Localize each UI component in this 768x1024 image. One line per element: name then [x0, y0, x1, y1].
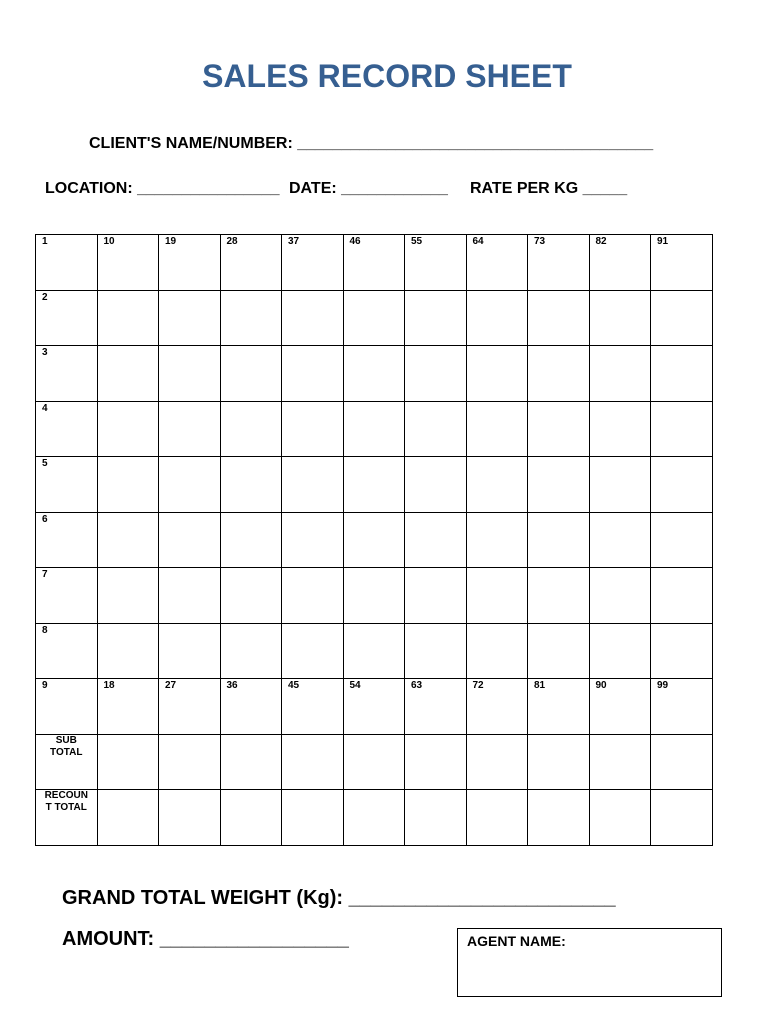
grid-cell[interactable]	[651, 790, 713, 846]
cell-number: 91	[657, 236, 669, 247]
cell-number: 82	[595, 236, 607, 247]
grid-cell[interactable]	[282, 623, 344, 679]
grid-cell[interactable]	[651, 512, 713, 568]
grid-cell[interactable]	[159, 568, 221, 624]
grid-cell[interactable]	[343, 290, 405, 346]
grid-cell[interactable]	[220, 457, 282, 513]
cell-number: 18	[103, 680, 115, 691]
grid-cell[interactable]	[528, 235, 590, 291]
cell-number	[528, 291, 589, 292]
grid-cell[interactable]	[528, 790, 590, 846]
cell-number	[344, 346, 405, 347]
grid-cell[interactable]	[220, 235, 282, 291]
grid-cell[interactable]	[466, 457, 528, 513]
grid-cell[interactable]	[589, 568, 651, 624]
cell-number	[221, 457, 282, 458]
grid-cell[interactable]	[528, 623, 590, 679]
cell-number	[159, 457, 220, 458]
grid-cell[interactable]	[651, 457, 713, 513]
grid-cell[interactable]	[343, 568, 405, 624]
grid-cell[interactable]	[97, 512, 159, 568]
grid-cell[interactable]	[651, 734, 713, 790]
grid-cell[interactable]	[159, 235, 221, 291]
grid-cell[interactable]	[282, 790, 344, 846]
table-row	[36, 346, 713, 402]
cell-number	[651, 568, 712, 569]
cell-number	[98, 346, 159, 347]
grid-cell[interactable]	[343, 679, 405, 735]
cell-number: 8	[42, 624, 48, 636]
cell-number	[221, 513, 282, 514]
grid-cell[interactable]	[466, 512, 528, 568]
cell-number: 3	[42, 347, 48, 358]
grid-cell[interactable]	[405, 790, 467, 846]
grid-cell[interactable]	[220, 679, 282, 735]
grid-cell[interactable]	[466, 790, 528, 846]
grid-cell[interactable]	[466, 679, 528, 735]
grid-cell[interactable]	[528, 290, 590, 346]
grid-cell[interactable]	[97, 679, 159, 735]
cell-number: 5	[42, 458, 48, 469]
cell-number	[221, 624, 282, 625]
cell-number	[651, 346, 712, 347]
grid-cell[interactable]	[97, 790, 159, 846]
grid-cell[interactable]	[97, 290, 159, 346]
grid-cell[interactable]	[97, 235, 159, 291]
cell-number: 37	[288, 236, 300, 247]
cell-number: 27	[165, 680, 177, 691]
grid-cell[interactable]	[36, 568, 98, 624]
cell-number	[282, 346, 343, 347]
cell-number	[282, 402, 343, 403]
grid-cell[interactable]	[220, 790, 282, 846]
rate-per-kg-field[interactable]: RATE PER KG _____	[470, 180, 628, 197]
recount-row-label-line: RECOUN	[44, 790, 88, 801]
table-row	[36, 568, 713, 624]
grid-cell[interactable]	[466, 235, 528, 291]
table-row	[36, 457, 713, 513]
table-row	[36, 512, 713, 568]
agent-name-box[interactable]	[457, 928, 722, 997]
grid-cell[interactable]	[220, 512, 282, 568]
cell-number	[590, 624, 651, 625]
subtotal-row-label	[36, 734, 98, 790]
cell-number	[344, 402, 405, 403]
grid-cell[interactable]	[97, 346, 159, 402]
grid-cell[interactable]	[36, 623, 98, 679]
cell-number	[282, 513, 343, 514]
grid-cell[interactable]	[343, 457, 405, 513]
grid-cell[interactable]	[282, 457, 344, 513]
cell-number	[528, 513, 589, 514]
grid-cell[interactable]	[282, 401, 344, 457]
grid-cell[interactable]	[36, 401, 98, 457]
cell-number	[98, 457, 159, 458]
cell-number: 73	[534, 236, 546, 247]
grid-cell[interactable]	[97, 568, 159, 624]
cell-number	[159, 513, 220, 514]
sales-grid	[35, 234, 713, 846]
cell-number	[282, 568, 343, 569]
cell-number	[528, 346, 589, 347]
grid-cell[interactable]	[528, 734, 590, 790]
cell-number	[467, 457, 528, 458]
cell-number: 4	[42, 402, 48, 414]
cell-number: 90	[595, 680, 607, 691]
grid-cell[interactable]	[343, 734, 405, 790]
grid-cell[interactable]	[466, 290, 528, 346]
cell-number	[159, 291, 220, 292]
agent-name-label: AGENT NAME:	[467, 933, 566, 949]
recount-row	[36, 790, 713, 846]
grid-cell[interactable]	[97, 734, 159, 790]
grid-cell[interactable]	[589, 290, 651, 346]
cell-number	[159, 346, 220, 347]
cell-number	[98, 402, 159, 403]
cell-number	[651, 624, 712, 625]
grid-cell[interactable]	[220, 568, 282, 624]
cell-number	[651, 513, 712, 514]
cell-number: 45	[288, 680, 300, 691]
cell-number	[344, 513, 405, 514]
cell-number	[282, 457, 343, 458]
date-field[interactable]: DATE: ____________	[289, 180, 448, 197]
grid-cell[interactable]	[589, 346, 651, 402]
grid-cell[interactable]	[97, 623, 159, 679]
grid-cell[interactable]	[528, 679, 590, 735]
grid-cell[interactable]	[282, 235, 344, 291]
grid-cell[interactable]	[343, 623, 405, 679]
cell-number	[528, 624, 589, 625]
grid-cell[interactable]	[282, 568, 344, 624]
grid-cell[interactable]	[405, 568, 467, 624]
cell-number	[405, 291, 466, 292]
grid-cell[interactable]	[528, 346, 590, 402]
cell-number	[405, 624, 466, 625]
cell-number	[528, 568, 589, 569]
cell-number: 72	[472, 680, 484, 691]
recount-row-label-line: T TOTAL	[45, 802, 87, 813]
grid-cell[interactable]	[159, 346, 221, 402]
grid-cell[interactable]	[589, 512, 651, 568]
grid-cell[interactable]	[405, 457, 467, 513]
grid-cell[interactable]	[159, 790, 221, 846]
grid-cell[interactable]	[159, 734, 221, 790]
cell-number	[405, 513, 466, 514]
cell-number	[651, 291, 712, 292]
grid-cell[interactable]	[282, 512, 344, 568]
grid-cell[interactable]	[651, 401, 713, 457]
cell-number	[528, 457, 589, 458]
amount-field[interactable]: AMOUNT: _________________	[62, 928, 349, 950]
cell-number	[221, 568, 282, 569]
cell-number: 64	[472, 236, 484, 247]
cell-number: 36	[226, 680, 238, 691]
grid-cell[interactable]	[282, 346, 344, 402]
grid-cell[interactable]	[36, 235, 98, 291]
cell-number: 1	[42, 236, 48, 247]
cell-number	[467, 346, 528, 347]
grid-cell[interactable]	[589, 790, 651, 846]
cell-number	[467, 568, 528, 569]
cell-number: 2	[42, 291, 48, 303]
grid-cell[interactable]	[405, 290, 467, 346]
grid-cell[interactable]	[282, 679, 344, 735]
cell-number	[344, 568, 405, 569]
cell-number	[159, 402, 220, 403]
grid-cell[interactable]	[589, 401, 651, 457]
grid-cell[interactable]	[528, 512, 590, 568]
grid-cell[interactable]	[343, 346, 405, 402]
cell-number	[651, 457, 712, 458]
grid-cell[interactable]	[36, 679, 98, 735]
grid-cell[interactable]	[651, 679, 713, 735]
cell-number: 81	[534, 680, 546, 691]
grid-cell[interactable]	[405, 623, 467, 679]
cell-number: 19	[165, 236, 177, 247]
grid-cell[interactable]	[220, 346, 282, 402]
cell-number	[590, 513, 651, 514]
cell-number	[221, 402, 282, 403]
table-row	[36, 290, 713, 346]
grid-cell[interactable]	[651, 623, 713, 679]
cell-number	[98, 568, 159, 569]
grid-cell[interactable]	[651, 235, 713, 291]
grid-cell[interactable]	[159, 512, 221, 568]
grid-cell[interactable]	[159, 623, 221, 679]
grand-total-field[interactable]: GRAND TOTAL WEIGHT (Kg): ________________________	[62, 887, 616, 909]
cell-number	[282, 291, 343, 292]
cell-number	[98, 624, 159, 625]
grid-cell[interactable]	[651, 568, 713, 624]
grid-cell[interactable]	[220, 290, 282, 346]
grid-cell[interactable]	[589, 679, 651, 735]
cell-number: 6	[42, 513, 48, 525]
subtotal-row-label-line: TOTAL	[50, 746, 83, 758]
cell-number: 99	[657, 680, 669, 691]
grid-cell[interactable]	[159, 401, 221, 457]
cell-number	[221, 291, 282, 292]
grid-cell[interactable]	[528, 457, 590, 513]
grid-cell[interactable]	[220, 401, 282, 457]
cell-number	[344, 291, 405, 292]
cell-number	[651, 402, 712, 403]
grid-cell[interactable]	[282, 290, 344, 346]
grid-cell[interactable]	[343, 401, 405, 457]
cell-number	[590, 457, 651, 458]
grid-cell[interactable]	[651, 290, 713, 346]
cell-number	[590, 291, 651, 292]
cell-number	[344, 457, 405, 458]
cell-number	[590, 346, 651, 347]
cell-number	[405, 346, 466, 347]
cell-number	[98, 513, 159, 514]
grid-cell[interactable]	[405, 734, 467, 790]
cell-number: 10	[103, 236, 115, 247]
cell-number	[405, 457, 466, 458]
subtotal-row-label-line: SUB	[55, 734, 77, 746]
cell-number	[467, 291, 528, 292]
grid-cell[interactable]	[466, 734, 528, 790]
grid-cell[interactable]	[36, 290, 98, 346]
grid-cell[interactable]	[528, 568, 590, 624]
cell-number: 54	[349, 680, 361, 691]
grid-cell[interactable]	[405, 679, 467, 735]
grid-cell[interactable]	[343, 235, 405, 291]
client-name-field[interactable]: CLIENT'S NAME/NUMBER: ________________________________________	[89, 135, 654, 152]
grid-cell[interactable]	[589, 457, 651, 513]
grid-cell[interactable]	[466, 401, 528, 457]
grid-cell[interactable]	[528, 401, 590, 457]
cell-number	[282, 624, 343, 625]
cell-number	[405, 568, 466, 569]
grid-cell[interactable]	[466, 568, 528, 624]
grid-cell[interactable]	[466, 346, 528, 402]
grid-cell[interactable]	[589, 734, 651, 790]
cell-number	[590, 402, 651, 403]
grid-cell[interactable]	[36, 512, 98, 568]
table-row	[36, 235, 713, 291]
grid-cell[interactable]	[220, 623, 282, 679]
grid-cell[interactable]	[466, 623, 528, 679]
table-row	[36, 623, 713, 679]
page-title: SALES RECORD SHEET	[202, 58, 572, 94]
cell-number: 7	[42, 569, 48, 580]
cell-number: 63	[411, 680, 423, 691]
cell-number	[590, 568, 651, 569]
grid-cell[interactable]	[343, 790, 405, 846]
cell-number: 55	[411, 236, 423, 247]
grid-cell[interactable]	[651, 346, 713, 402]
grid-cell[interactable]	[97, 457, 159, 513]
location-field[interactable]: LOCATION: ________________	[45, 180, 280, 197]
grid-cell[interactable]	[159, 457, 221, 513]
grid-cell[interactable]	[159, 290, 221, 346]
grid-cell[interactable]	[36, 346, 98, 402]
cell-number	[467, 402, 528, 403]
recount-row-label	[36, 790, 98, 846]
grid-cell[interactable]	[282, 734, 344, 790]
cell-number	[221, 346, 282, 347]
grid-cell[interactable]	[589, 235, 651, 291]
cell-number	[344, 624, 405, 625]
grid-cell[interactable]	[405, 401, 467, 457]
cell-number	[467, 624, 528, 625]
grid-cell[interactable]	[220, 734, 282, 790]
grid-cell[interactable]	[36, 457, 98, 513]
cell-number	[405, 402, 466, 403]
grid-cell[interactable]	[405, 235, 467, 291]
cell-number: 46	[349, 236, 361, 247]
cell-number	[159, 568, 220, 569]
cell-number	[159, 624, 220, 625]
cell-number	[467, 513, 528, 514]
grid-cell[interactable]	[159, 679, 221, 735]
grid-cell[interactable]	[405, 512, 467, 568]
grid-cell[interactable]	[589, 623, 651, 679]
table-row	[36, 401, 713, 457]
cell-number: 28	[226, 236, 238, 247]
cell-number: 9	[42, 680, 48, 691]
table-row	[36, 679, 713, 735]
cell-number	[528, 402, 589, 403]
grid-cell[interactable]	[343, 512, 405, 568]
cell-number	[98, 291, 159, 292]
grid-cell[interactable]	[97, 401, 159, 457]
subtotal-row	[36, 734, 713, 790]
grid-cell[interactable]	[405, 346, 467, 402]
